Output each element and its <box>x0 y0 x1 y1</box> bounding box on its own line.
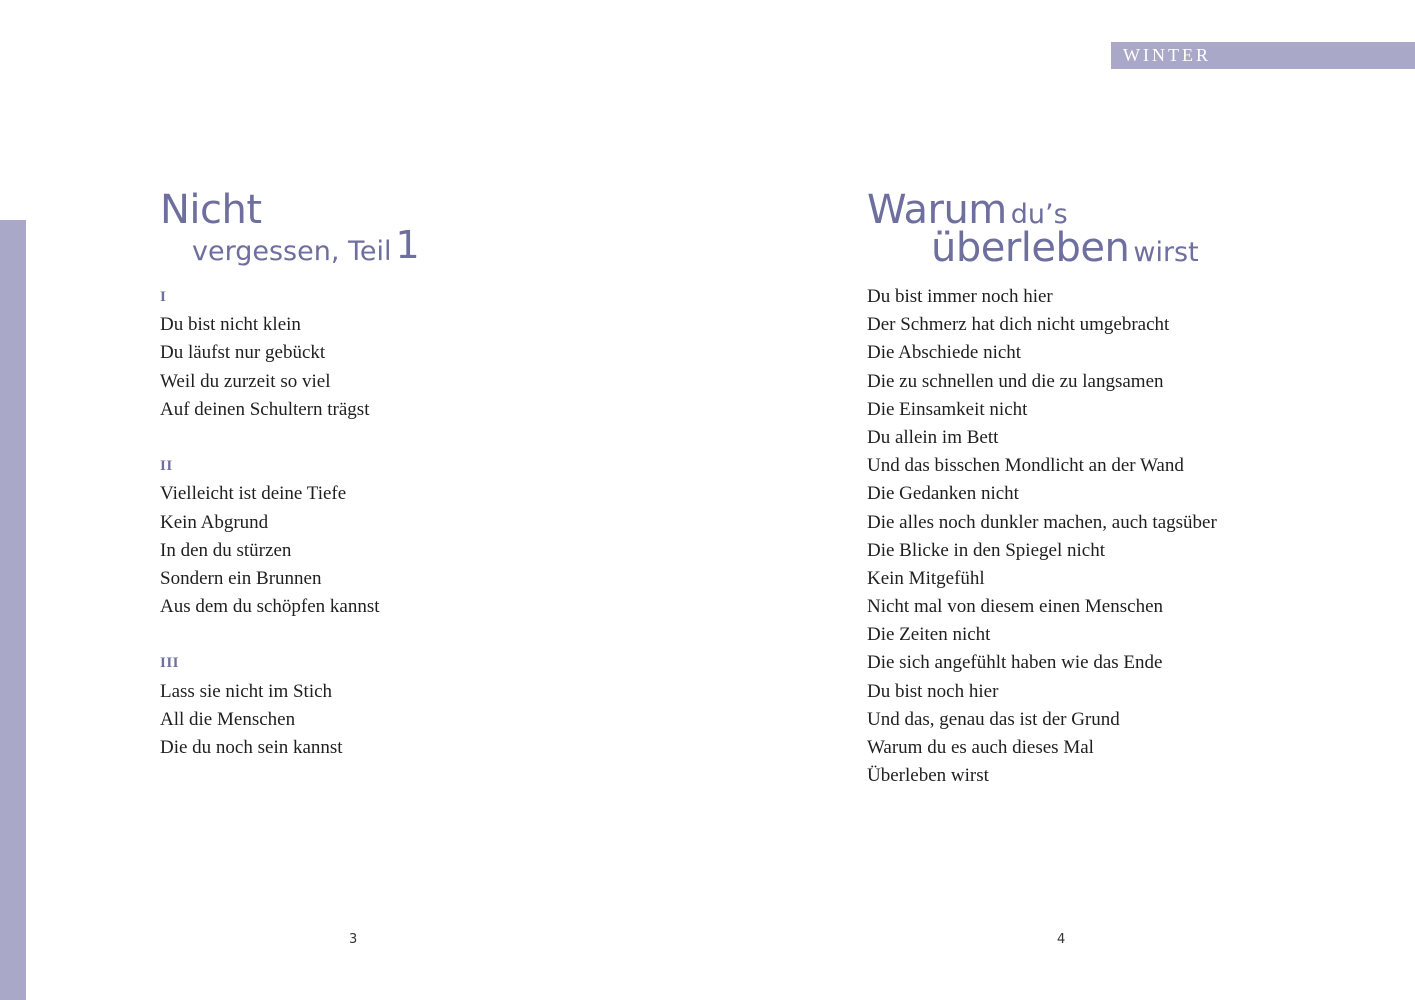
left-title-word2: vergessen, Teil <box>192 236 392 267</box>
poem-line: Die sich angefühlt haben wie das Ende <box>867 652 1163 674</box>
poem-line: Lass sie nicht im Stich <box>160 680 333 702</box>
poem-line: Die Einsamkeit nicht <box>867 398 1028 420</box>
right-poem <box>867 283 1217 790</box>
poem-line: Du läufst nur gebückt <box>160 342 326 364</box>
poem-line: Du allein im Bett <box>867 426 999 448</box>
left-accent-bar <box>0 220 26 1000</box>
stanza-gap <box>160 424 380 452</box>
stanza-gap <box>160 621 380 649</box>
poem-line: Kein Mitgefühl <box>867 567 985 589</box>
stanza-numeral-3: III <box>160 655 180 672</box>
page-number-right: 4 <box>1057 932 1066 947</box>
left-poem <box>160 283 380 762</box>
poem-line: Du bist nicht klein <box>160 314 301 336</box>
poem-line: Sondern ein Brunnen <box>160 567 322 589</box>
poem-line: Der Schmerz hat dich nicht umgebracht <box>867 314 1170 336</box>
left-title-line2 <box>192 223 420 267</box>
poem-line: Die zu schnellen und die zu langsamen <box>867 370 1164 392</box>
section-tab <box>1111 42 1415 69</box>
poem-line: Überleben wirst <box>867 765 989 787</box>
poem-line: Die Blicke in den Spiegel nicht <box>867 539 1105 561</box>
poem-line: Nicht mal von diesem einen Menschen <box>867 596 1164 618</box>
poem-line: Du bist noch hier <box>867 680 999 702</box>
right-title-line1 <box>867 187 1068 233</box>
poem-line: Und das, genau das ist der Grund <box>867 708 1120 730</box>
right-title-word3: überleben <box>931 225 1130 271</box>
right-title-line2 <box>931 225 1199 271</box>
poem-line: Weil du zurzeit so viel <box>160 370 331 392</box>
poem-line: In den du stürzen <box>160 539 292 561</box>
poem-line: Und das bisschen Mondlicht an der Wand <box>867 455 1184 477</box>
left-title-number: 1 <box>395 223 420 267</box>
poem-line: Die Abschiede nicht <box>867 342 1022 364</box>
poem-line: Aus dem du schöpfen kannst <box>160 596 380 618</box>
right-title-word2: du’s <box>1010 199 1068 230</box>
left-title-word1: Nicht <box>160 187 262 233</box>
right-title-word4: wirst <box>1133 237 1199 268</box>
poem-line: Die Gedanken nicht <box>867 483 1019 505</box>
poem-line: Die du noch sein kannst <box>160 737 343 758</box>
poem-line: Vielleicht ist deine Tiefe <box>160 483 347 505</box>
poem-line: Kein Abgrund <box>160 511 269 533</box>
section-label: WINTER <box>1123 45 1211 65</box>
page-number-left: 3 <box>349 932 358 947</box>
poem-line: Warum du es auch dieses Mal <box>867 737 1094 758</box>
poem-line: Du bist immer noch hier <box>867 286 1053 307</box>
stanza-numeral-1: I <box>160 289 167 305</box>
poem-line: All die Menschen <box>160 708 296 730</box>
poem-line: Auf deinen Schultern trägst <box>160 398 370 420</box>
stanza-numeral-2: II <box>160 458 173 475</box>
right-title-word1: Warum <box>867 187 1007 233</box>
poem-line: Die alles noch dunkler machen, auch tagsüber <box>867 511 1217 533</box>
poem-line: Die Zeiten nicht <box>867 624 991 646</box>
